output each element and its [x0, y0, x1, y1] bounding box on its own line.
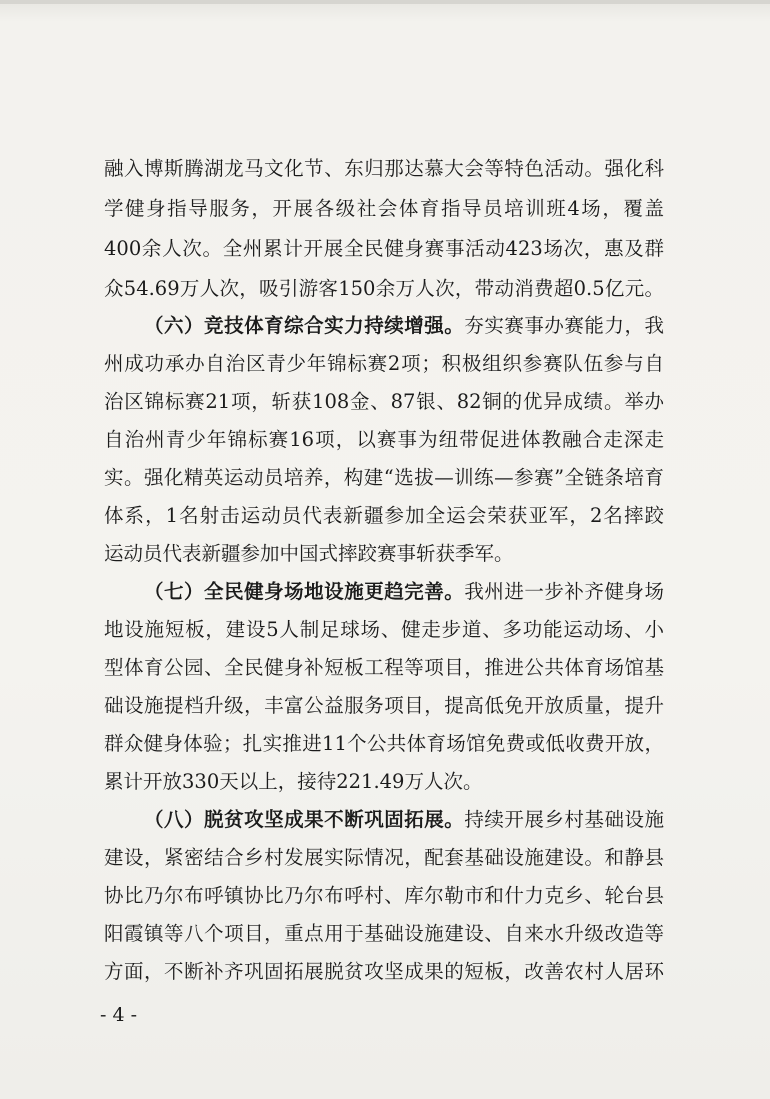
text-line: 运动员代表新疆参加中国式摔跤赛事斩获季军。: [104, 542, 514, 565]
section-heading: （八）脱贫攻坚成果不断巩固拓展。: [144, 808, 465, 831]
text-line: 治区锦标赛21项，斩获108金、87银、82铜的优异成绩。举办: [104, 390, 664, 413]
text-line: 地设施短板，建设5人制足球场、健走步道、多功能运动场、小: [104, 618, 664, 641]
text-line: 累计开放330天以上，接待221.49万人次。: [104, 770, 483, 793]
text-line: 阳霞镇等八个项目，重点用于基础设施建设、自来水升级改造等: [104, 922, 664, 945]
text-line: 方面，不断补齐巩固拓展脱贫攻坚成果的短板，改善农村人居环: [104, 960, 664, 983]
text-line: 础设施提档升级，丰富公益服务项目，提高低免开放质量，提升: [104, 694, 664, 717]
text-line: 型体育公园、全民健身补短板工程等项目，推进公共体育场馆基: [104, 656, 664, 679]
section-first-line: [144, 573, 664, 611]
section-text: 夯实赛事办赛能力，我: [464, 314, 664, 337]
text-line: 州成功承办自治区青少年锦标赛2项；积极组织参赛队伍参与自: [104, 352, 664, 375]
text-line: 协比乃尔布呼镇协比乃尔布呼村、库尔勒市和什力克乡、轮台县: [104, 884, 664, 907]
text-line: 实。强化精英运动员培养，构建“选拔—训练—参赛”全链条培育: [104, 466, 664, 489]
text-line: 建设，紧密结合乡村发展实际情况，配套基础设施建设。和静县: [104, 846, 664, 869]
text-line: 体系，1名射击运动员代表新疆参加全运会荣获亚军，2名摔跤: [104, 504, 664, 527]
page-number: - 4 -: [100, 1004, 138, 1026]
section-text: 我州进一步补齐健身场: [464, 580, 664, 603]
section-first-line: [144, 307, 664, 345]
text-line: 众54.69万人次，吸引游客150余万人次，带动消费超0.5亿元。: [104, 277, 664, 300]
text-line: 400余人次。全州累计开展全民健身赛事活动423场次，惠及群: [104, 237, 664, 260]
section-heading: （六）竞技体育综合实力持续增强。: [144, 314, 465, 337]
text-line: 群众健身体验；扎实推进11个公共体育场馆免费或低收费开放，: [104, 732, 664, 755]
section-first-line: [144, 801, 664, 839]
text-line: 融入博斯腾湖龙马文化节、东归那达慕大会等特色活动。强化科: [104, 157, 664, 180]
text-line: 学健身指导服务，开展各级社会体育指导员培训班4场，覆盖: [104, 197, 664, 220]
text-line: 自治州青少年锦标赛16项，以赛事为纽带促进体教融合走深走: [104, 428, 664, 451]
section-text: 持续开展乡村基础设施: [464, 808, 664, 831]
section-heading: （七）全民健身场地设施更趋完善。: [144, 580, 465, 603]
